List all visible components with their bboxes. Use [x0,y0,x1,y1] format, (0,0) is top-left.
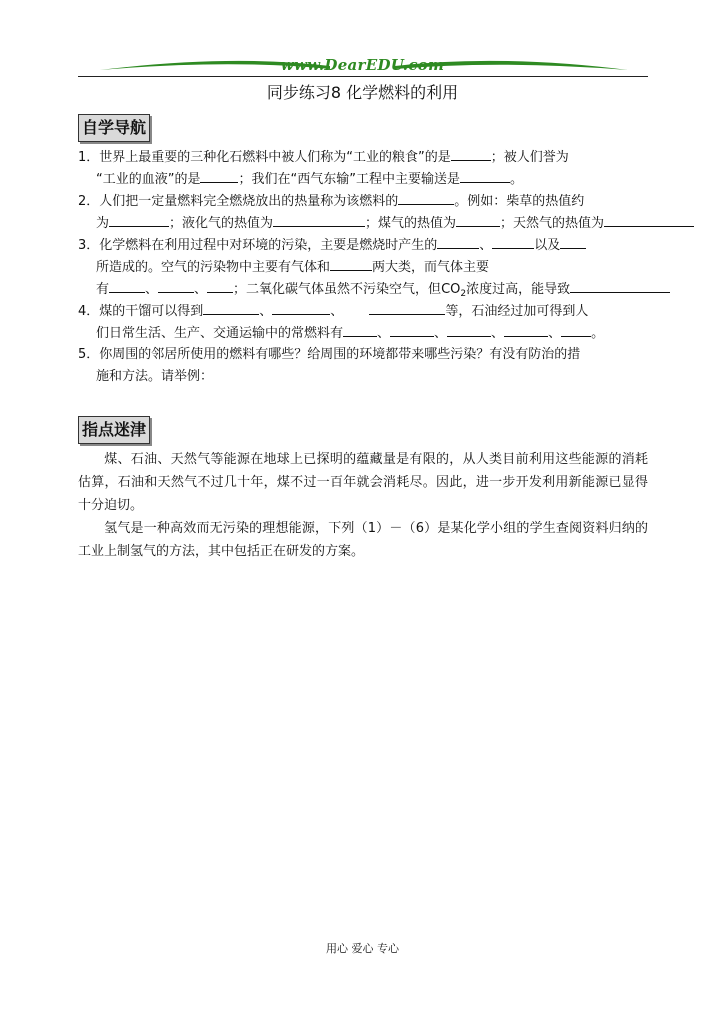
co2-formula: $CO_2$ [441,282,467,299]
question-3-line-1: 3．化学燃料在利用过程中对环境的污染，主要是燃烧时产生的 、 以及 [78,234,586,256]
section-tips: 指点迷津 [78,416,150,444]
question-4-line-2: 们日常生活、生产、交通运输中的常燃料有 、 、 、 、 。 [96,322,604,344]
question-3-line-3: 有 、 、 ；二氧化碳气体虽然不污染空气，但$CO_2$浓度过高，能导致 [96,278,670,305]
question-1-line-2: “工业的血液”的是 ；我们在“西气东输”工程中主要输送是 。 [96,168,523,190]
question-2-line-2: 为 ；液化气的热值为 ；煤气的热值为 ；天然气的热值为 [96,212,694,234]
question-5-line-2: 施和方法。请举例： [96,369,214,384]
header-site-url[interactable]: www.DearEDU.com [280,56,445,74]
question-4-line-1: 4．煤的干馏可以得到 、 、 等，石油经过加可得到人 [78,300,588,322]
section-self-study: 自学导航 [78,114,150,142]
paragraph-energy: 煤、石油、天然气等能源在地球上已探明的蕴藏量是有限的，从人类目前利用这些能源的消耗估算，石油和天然气不过几十年，煤不过一百年就会消耗尽。因此，进一步开发利用新能源已显得十分迫切。 [78,452,648,513]
question-1-line-1: 1．世界上最重要的三种化石燃料中被人们称为“工业的粮食”的是 ；被人们誉为 [78,146,569,168]
question-5-line-1: 5．你周围的邻居所使用的燃料有哪些？给周围的环境都带来哪些污染？有没有防治的措 [78,347,581,362]
page-title: 同步练习8 化学燃料的利用 [266,83,459,102]
question-3-line-2: 所造成的。空气的污染物中主要有气体和 两大类，而气体主要 [96,256,489,278]
page-footer: 用心 爱心 专心 [326,942,399,955]
paragraph-hydrogen: 氢气是一种高效而无污染的理想能源，下列（1）－（6）是某化学小组的学生查阅资料归纳的工业上制氢气的方法，其中包括正在研发的方案。 [78,521,648,559]
question-2-line-1: 2．人们把一定量燃料完全燃烧放出的热量称为该燃料的 。例如：柴草的热值约 [78,190,584,212]
header-rule [78,76,648,77]
